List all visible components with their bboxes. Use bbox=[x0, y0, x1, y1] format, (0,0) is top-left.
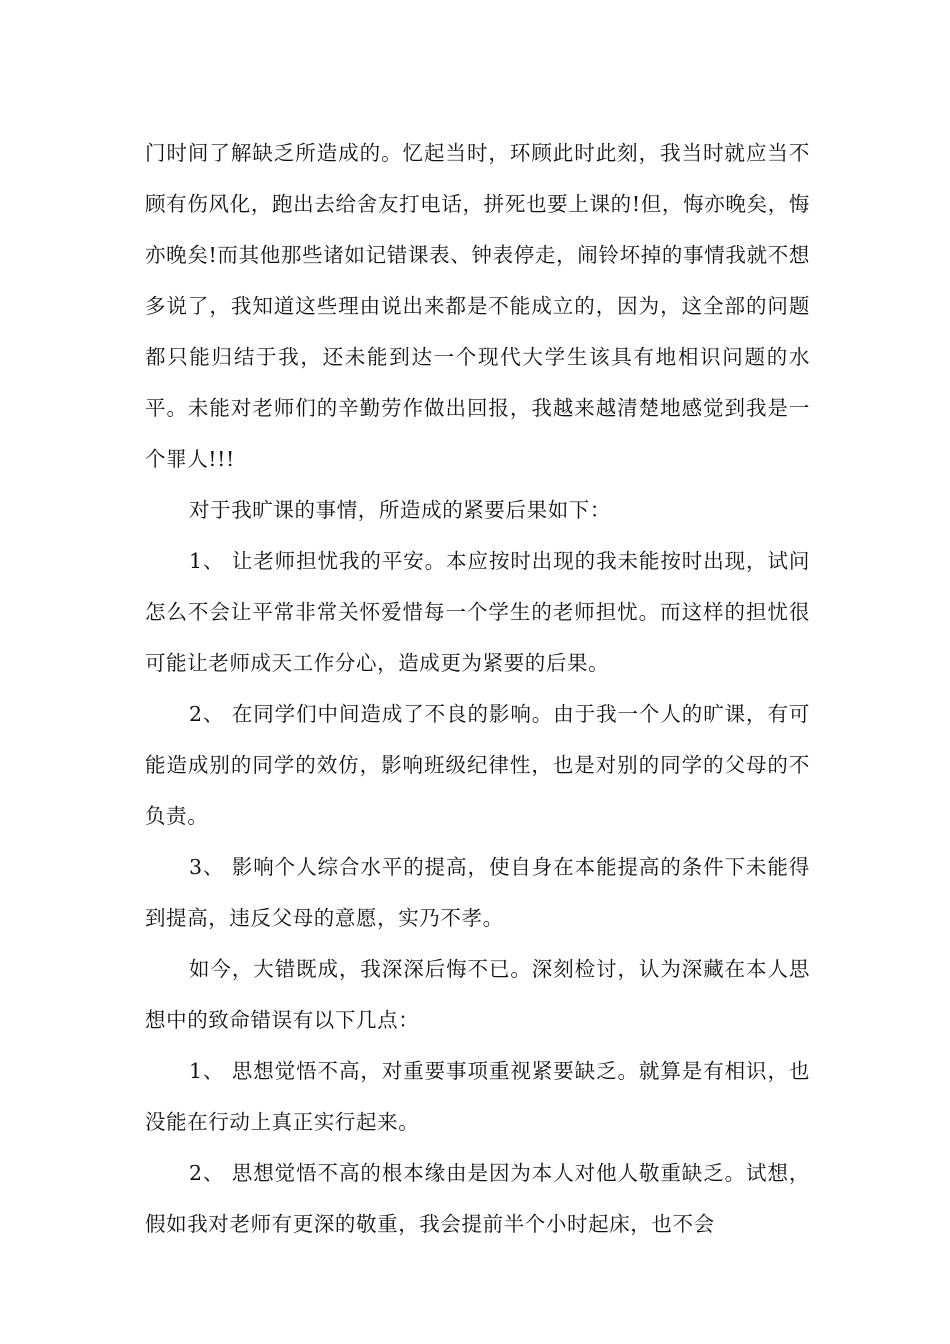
paragraph-reflection-intro: 如今，大错既成，我深深后悔不已。深刻检讨，认为深藏在本人思想中的致命错误有以下几点： bbox=[145, 957, 810, 1032]
paragraph-consequence-3: 3、 影响个人综合水平的提高，使自身在本能提高的条件下未能得到提高，违反父母的意愿，实乃不孝。 bbox=[145, 855, 810, 930]
paragraph-consequence-1: 1、 让老师担忧我的平安。本应按时出现的我未能按时出现，试问怎么不会让平常非常关怀爱惜每一个学生的老师担忧。而这样的担忧很可能让老师成天工作分心，造成更为紧要的后果。 bbox=[145, 549, 810, 675]
paragraph-error-2: 2、 思想觉悟不高的根本缘由是因为本人对他人敬重缺乏。试想，假如我对老师有更深的敬重，我会提前半个小时起床，也不会 bbox=[145, 1161, 810, 1236]
paragraph-continuation: 门时间了解缺乏所造成的。忆起当时，环顾此时此刻，我当时就应当不顾有伤风化，跑出去给舍友打电话，拼死也要上课的!但，悔亦晚矣，悔亦晚矣!而其他那些诸如记错课表、钟表停走，闹铃坏掉的事情我就不想多说了，我知道这些理由说出来都是不能成立的，因为，这全部的问题都只能归结于我，还未能到达一个现代大学生该具有地相识问题的水平。未能对老师们的辛勤劳作做出回报，我越来越清楚地感觉到我是一个罪人!!! bbox=[145, 141, 810, 471]
document-body bbox=[145, 128, 810, 1250]
paragraph-consequences-intro: 对于我旷课的事情，所造成的紧要后果如下： bbox=[189, 498, 611, 522]
paragraph-error-1: 1、 思想觉悟不高，对重要事项重视紧要缺乏。就算是有相识，也没能在行动上真正实行起来。 bbox=[145, 1059, 810, 1134]
paragraph-consequence-2: 2、 在同学们中间造成了不良的影响。由于我一个人的旷课，有可能造成别的同学的效仿，影响班级纪律性，也是对别的同学的父母的不负责。 bbox=[145, 702, 810, 828]
